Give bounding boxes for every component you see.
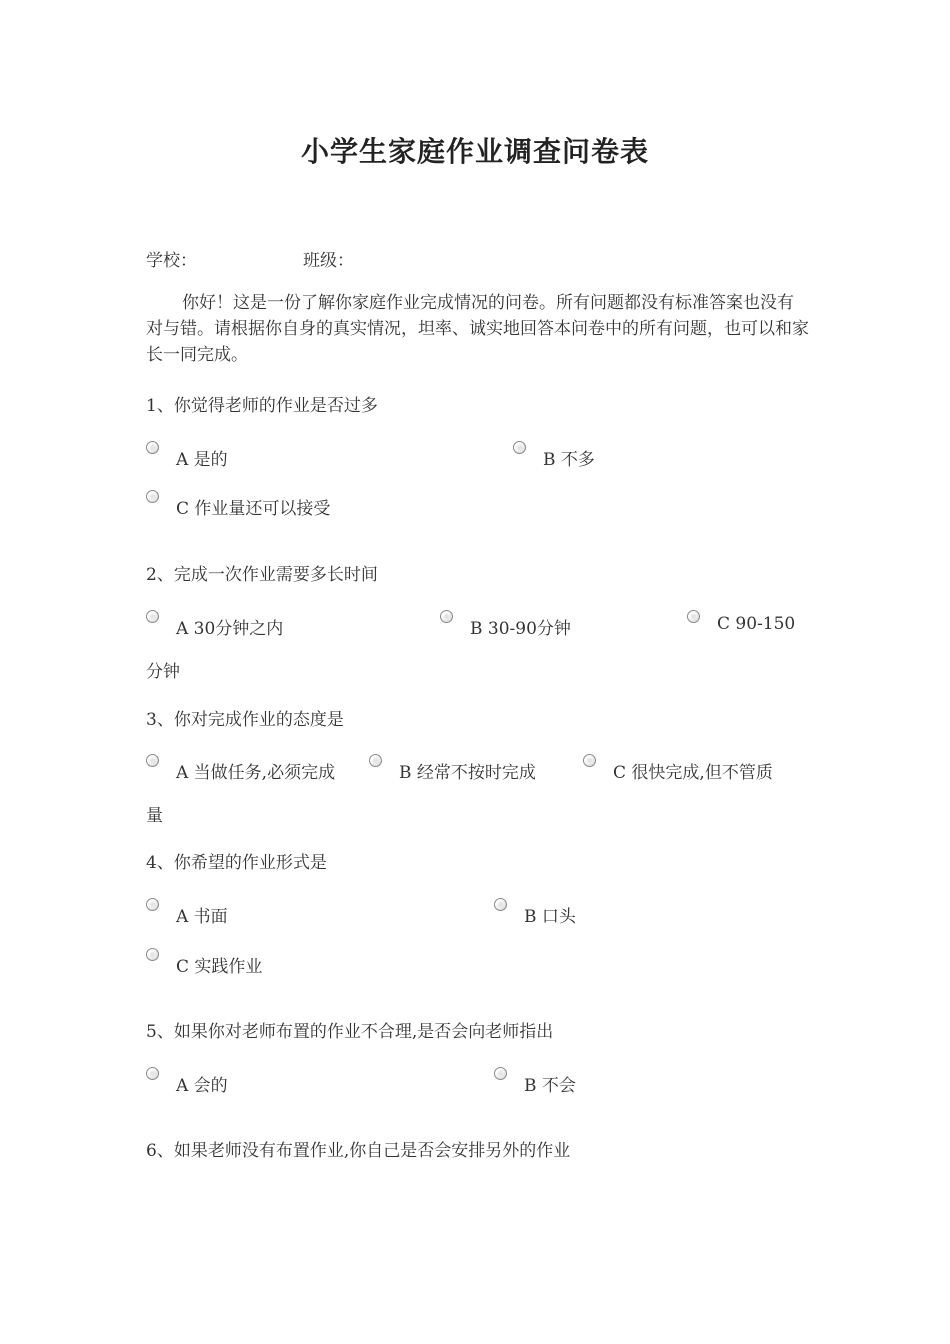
q2-option-c-radio[interactable] xyxy=(687,610,700,623)
q4-option-a-radio[interactable] xyxy=(146,898,159,911)
q1-option-a-label: A 是的 xyxy=(176,450,228,470)
q1-option-b-radio[interactable] xyxy=(513,441,526,454)
q4-option-c-radio[interactable] xyxy=(146,948,159,961)
q3-option-a-radio[interactable] xyxy=(146,754,159,767)
school-label: 学校： xyxy=(146,251,197,271)
q1-option-a-radio[interactable] xyxy=(146,441,159,454)
q3-option-c-wrap: 量 xyxy=(146,806,163,826)
question-6: 6、如果老师没有布置作业,你自己是否会安排另外的作业 xyxy=(146,1141,571,1161)
q4-option-b-radio[interactable] xyxy=(494,898,507,911)
question-1: 1、你觉得老师的作业是否过多 xyxy=(146,396,378,416)
q5-option-a-radio[interactable] xyxy=(146,1067,159,1080)
q3-option-c-label: C 很快完成,但不管质 xyxy=(613,763,773,783)
q1-option-b-label: B 不多 xyxy=(543,450,595,470)
q3-option-c-radio[interactable] xyxy=(583,754,596,767)
q5-option-a-label: A 会的 xyxy=(176,1076,228,1096)
q2-option-b-radio[interactable] xyxy=(440,610,453,623)
q3-option-b-label: B 经常不按时完成 xyxy=(399,763,536,783)
q4-option-a-label: A 书面 xyxy=(176,907,228,927)
question-4: 4、你希望的作业形式是 xyxy=(146,853,327,873)
q5-option-b-radio[interactable] xyxy=(494,1067,507,1080)
q2-option-c-wrap: 分钟 xyxy=(146,662,180,682)
page-title: 小学生家庭作业调查问卷表 xyxy=(300,135,649,168)
question-5: 5、如果你对老师布置的作业不合理,是否会向老师指出 xyxy=(146,1022,554,1042)
q2-option-b-label: B 30-90分钟 xyxy=(470,619,571,639)
q5-option-b-label: B 不会 xyxy=(524,1076,576,1096)
q3-option-a-label: A 当做任务,必须完成 xyxy=(176,763,336,783)
q1-option-c-label: C 作业量还可以接受 xyxy=(176,499,331,519)
question-3: 3、你对完成作业的态度是 xyxy=(146,710,344,730)
question-2: 2、完成一次作业需要多长时间 xyxy=(146,565,378,585)
q3-option-b-radio[interactable] xyxy=(369,754,382,767)
q1-option-c-radio[interactable] xyxy=(146,490,159,503)
q2-option-a-radio[interactable] xyxy=(146,610,159,623)
class-label: 班级： xyxy=(303,251,354,271)
q2-option-c-label: C 90-150 xyxy=(717,614,796,634)
q4-option-b-label: B 口头 xyxy=(524,907,576,927)
q2-option-a-label: A 30分钟之内 xyxy=(176,619,284,639)
intro-paragraph: 你好！这是一份了解你家庭作业完成情况的问卷。所有问题都没有标准答案也没有对与错。请根据你自身的真实情况，坦率、诚实地回答本问卷中的所有问题，也可以和家长一同完成。 xyxy=(146,293,809,365)
q4-option-c-label: C 实践作业 xyxy=(176,957,263,977)
